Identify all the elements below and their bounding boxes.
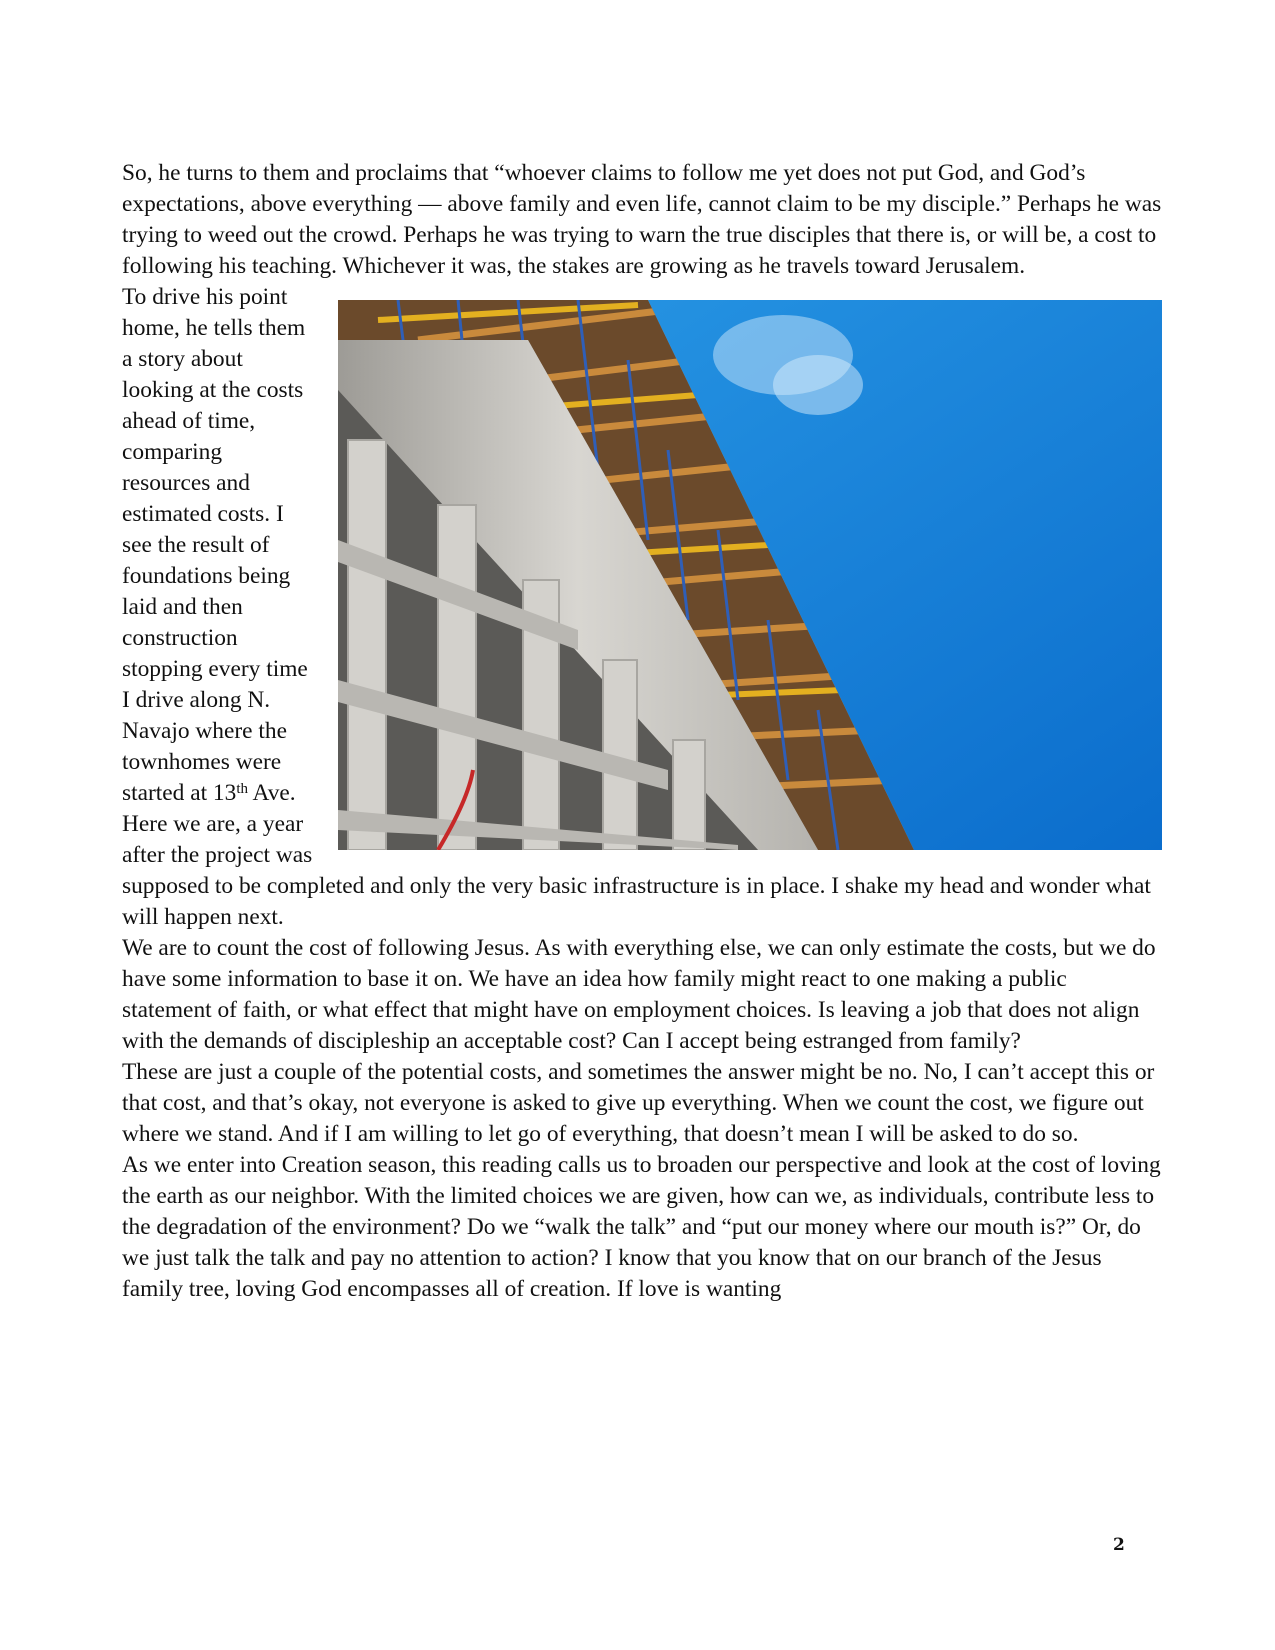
paragraph-4: These are just a couple of the potential costs, and sometimes the answer might be no. No, I can’t accept this or that cost, and that’s okay, not everyone is asked to give up everything. When we count the cost, we figure out where we stand. And if I am willing to let go of everything, that doesn’t mean I will be asked to do so. <box>122 1059 1155 1147</box>
page-number: 2 <box>1113 1535 1125 1555</box>
ordinal-superscript: th <box>236 781 248 797</box>
paragraph-3: We are to count the cost of following Jesus. As with everything else, we can only estimate the costs, but we do have some information to base it on. We have an idea how family might react to one making a public statement of faith, or what effect that might have on employment choices. Is leaving a job that does not align with the demands of discipleship an acceptable cost? Can I accept being estranged from family? <box>122 935 1156 1054</box>
paragraph-2-block <box>122 282 1162 933</box>
document-body <box>122 158 1162 1305</box>
paragraph-1: So, he turns to them and proclaims that “whoever claims to follow me yet does not put God, and God’s expectations, above everything — above family and even life, cannot claim to be my disciple.” Perhaps he was trying to weed out the crowd. Perhaps he was trying to warn the true disciples that there is, or will be, a cost to following his teaching. Whichever it was, the stakes are growing as he travels toward Jerusalem. <box>122 160 1162 279</box>
paragraph-5: As we enter into Creation season, this reading calls us to broaden our perspective and look at the cost of loving the earth as our neighbor. With the limited choices we are given, how can we, as individuals, contribute less to the degradation of the environment? Do we “walk the talk” and “put our money where our mouth is?” Or, do we just talk the talk and pay no attention to action? I know that you know that on our branch of the Jesus family tree, loving God encompasses all of creation. If love is wanting <box>122 1152 1161 1302</box>
paragraph-2-text-end: Ave. Here we are, a year after the project was supposed to be completed and only the very basic infrastructure is in place. I shake my head and wonder what will happen next. <box>122 780 1151 930</box>
paragraph-2-text-start: To drive his point home, he tells them a story about looking at the costs ahead of time, comparing resources and estimated costs. I see the result of foundations being laid and then construction stopping every time I drive along N. Navajo where the townhomes were started at 13 <box>122 284 308 806</box>
construction-building-photo <box>338 300 1162 850</box>
